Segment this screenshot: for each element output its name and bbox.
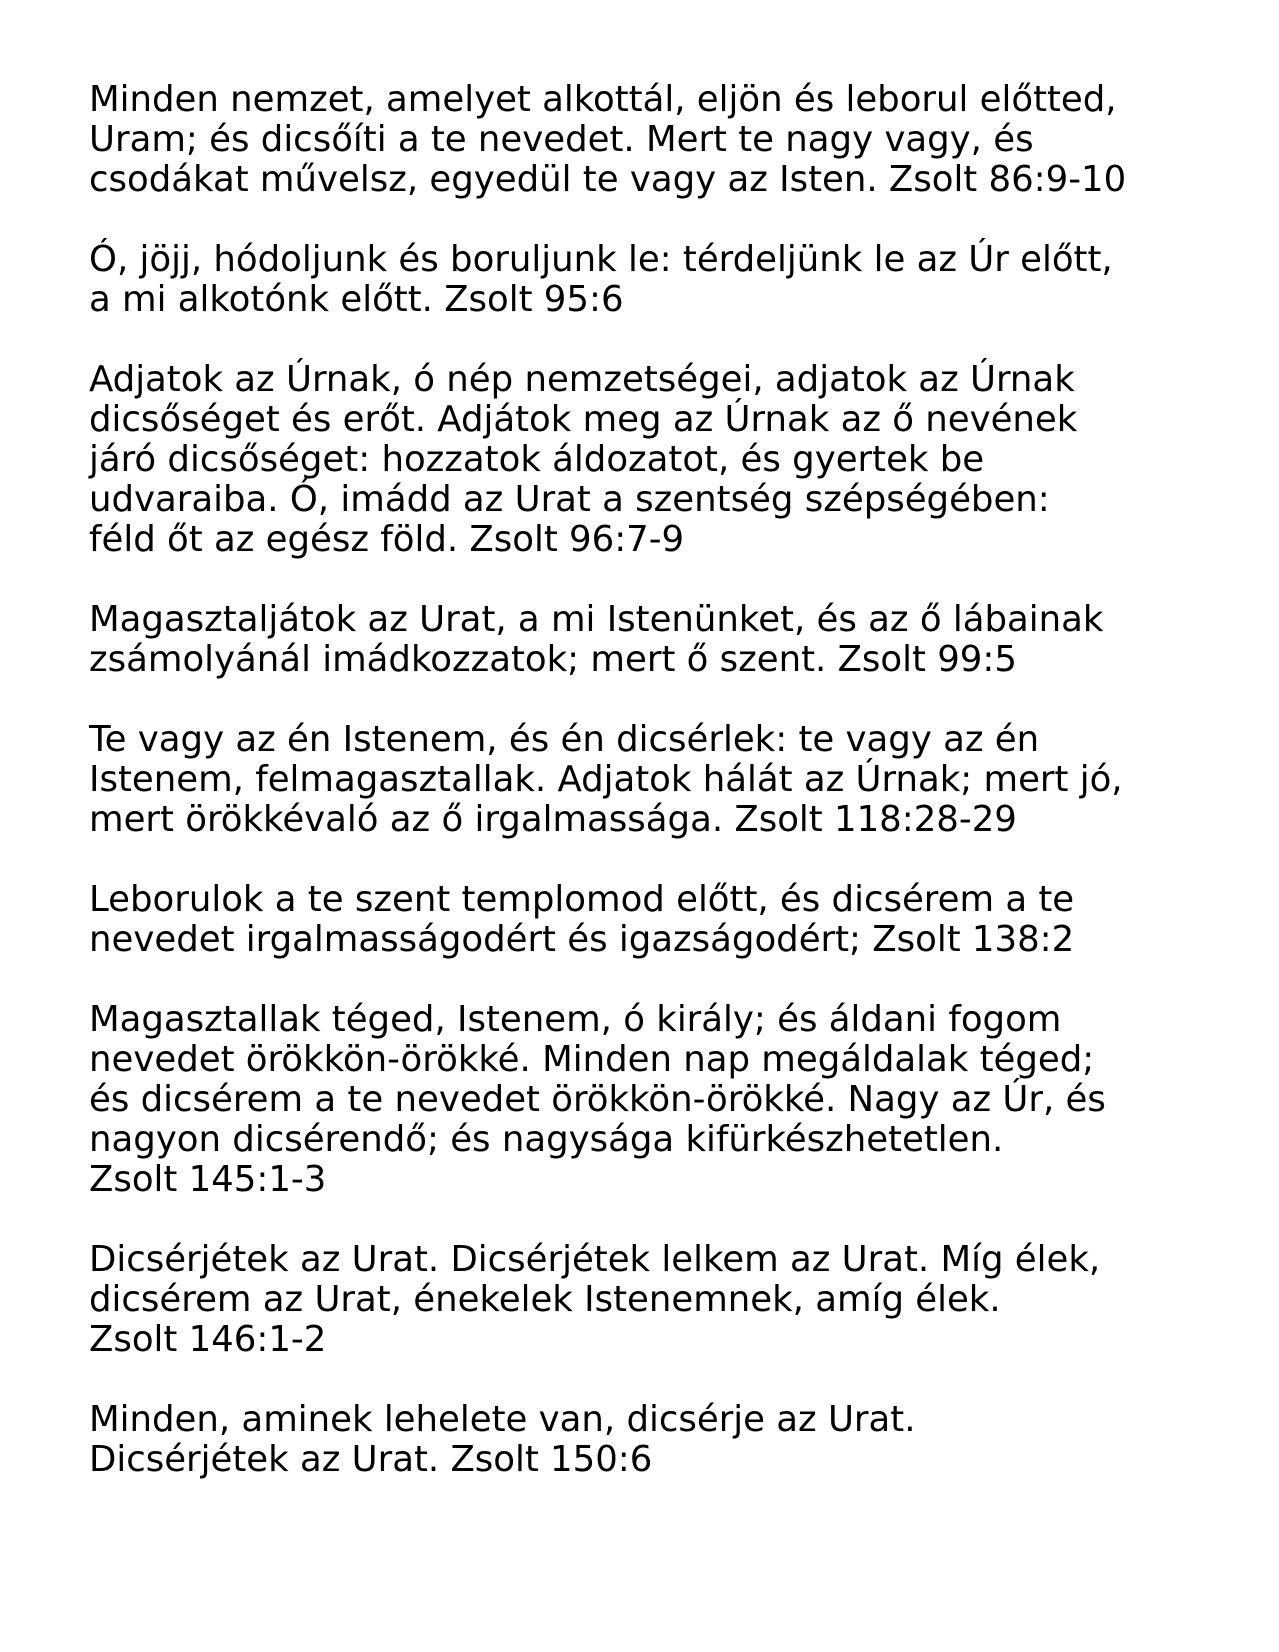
verse-paragraph [89, 600, 1209, 680]
verse-paragraph [89, 720, 1209, 840]
text-line: a mi alkotónk előtt. Zsolt 95:6 [89, 279, 624, 320]
text-line: Dicsérjétek az Urat. Dicsérjétek lelkem az Urat. Míg élek, [89, 1239, 1101, 1280]
text-line: Uram; és dicsőíti a te nevedet. Mert te nagy vagy, és [89, 119, 1034, 160]
text-line: mert örökkévaló az ő irgalmassága. Zsolt 118:28-29 [89, 799, 1017, 840]
text-line: nagyon dicsérendő; és nagysága kifürkészhetetlen. [89, 1119, 1004, 1160]
text-line: Zsolt 146:1-2 [89, 1319, 327, 1360]
verse-paragraph [89, 1400, 1209, 1480]
text-line: nevedet örökkön-örökké. Minden nap megáldalak téged; [89, 1039, 1095, 1080]
text-line: Leborulok a te szent templomod előtt, és dicsérem a te [89, 879, 1075, 920]
text-line: Te vagy az én Istenem, és én dicsérlek: te vagy az én [89, 719, 1040, 760]
text-line: Ó, jöjj, hódoljunk és boruljunk le: térdeljünk le az Úr előtt, [89, 239, 1113, 280]
verse-paragraph [89, 240, 1209, 320]
verse-paragraph [89, 1000, 1209, 1200]
text-line: Magasztallak téged, Istenem, ó király; és áldani fogom [89, 999, 1062, 1040]
text-line: csodákat művelsz, egyedül te vagy az Isten. Zsolt 86:9-10 [89, 159, 1127, 200]
text-line: udvaraiba. Ó, imádd az Urat a szentség szépségében: [89, 479, 1050, 520]
text-line: Dicsérjétek az Urat. Zsolt 150:6 [89, 1439, 653, 1480]
text-line: zsámolyánál imádkozzatok; mert ő szent. Zsolt 99:5 [89, 639, 1017, 680]
text-line: és dicsérem a te nevedet örökkön-örökké. Nagy az Úr, és [89, 1079, 1106, 1120]
text-line: Minden nemzet, amelyet alkottál, eljön és leborul előtted, [89, 79, 1117, 120]
text-line: Adjatok az Úrnak, ó nép nemzetségei, adjatok az Úrnak [89, 359, 1075, 400]
verse-paragraph [89, 360, 1209, 560]
text-line: Minden, aminek lehelete van, dicsérje az Urat. [89, 1399, 916, 1440]
verse-paragraph [89, 880, 1209, 960]
text-line: dicsőséget és erőt. Adjátok meg az Úrnak az ő nevének [89, 399, 1078, 440]
text-line: dicsérem az Urat, énekelek Istenemnek, amíg élek. [89, 1279, 1001, 1320]
text-line: járó dicsőséget: hozzatok áldozatot, és gyertek be [89, 439, 985, 480]
text-line: nevedet irgalmasságodért és igazságodért; Zsolt 138:2 [89, 919, 1075, 960]
text-line: féld őt az egész föld. Zsolt 96:7-9 [89, 519, 685, 560]
verse-paragraph [89, 80, 1209, 200]
text-line: Istenem, felmagasztallak. Adjatok hálát az Úrnak; mert jó, [89, 759, 1123, 800]
text-line: Magasztaljátok az Urat, a mi Istenünket, és az ő lábainak [89, 599, 1104, 640]
text-line: Zsolt 145:1-3 [89, 1159, 327, 1200]
verse-paragraph [89, 1240, 1209, 1360]
document-page [89, 80, 1209, 1520]
